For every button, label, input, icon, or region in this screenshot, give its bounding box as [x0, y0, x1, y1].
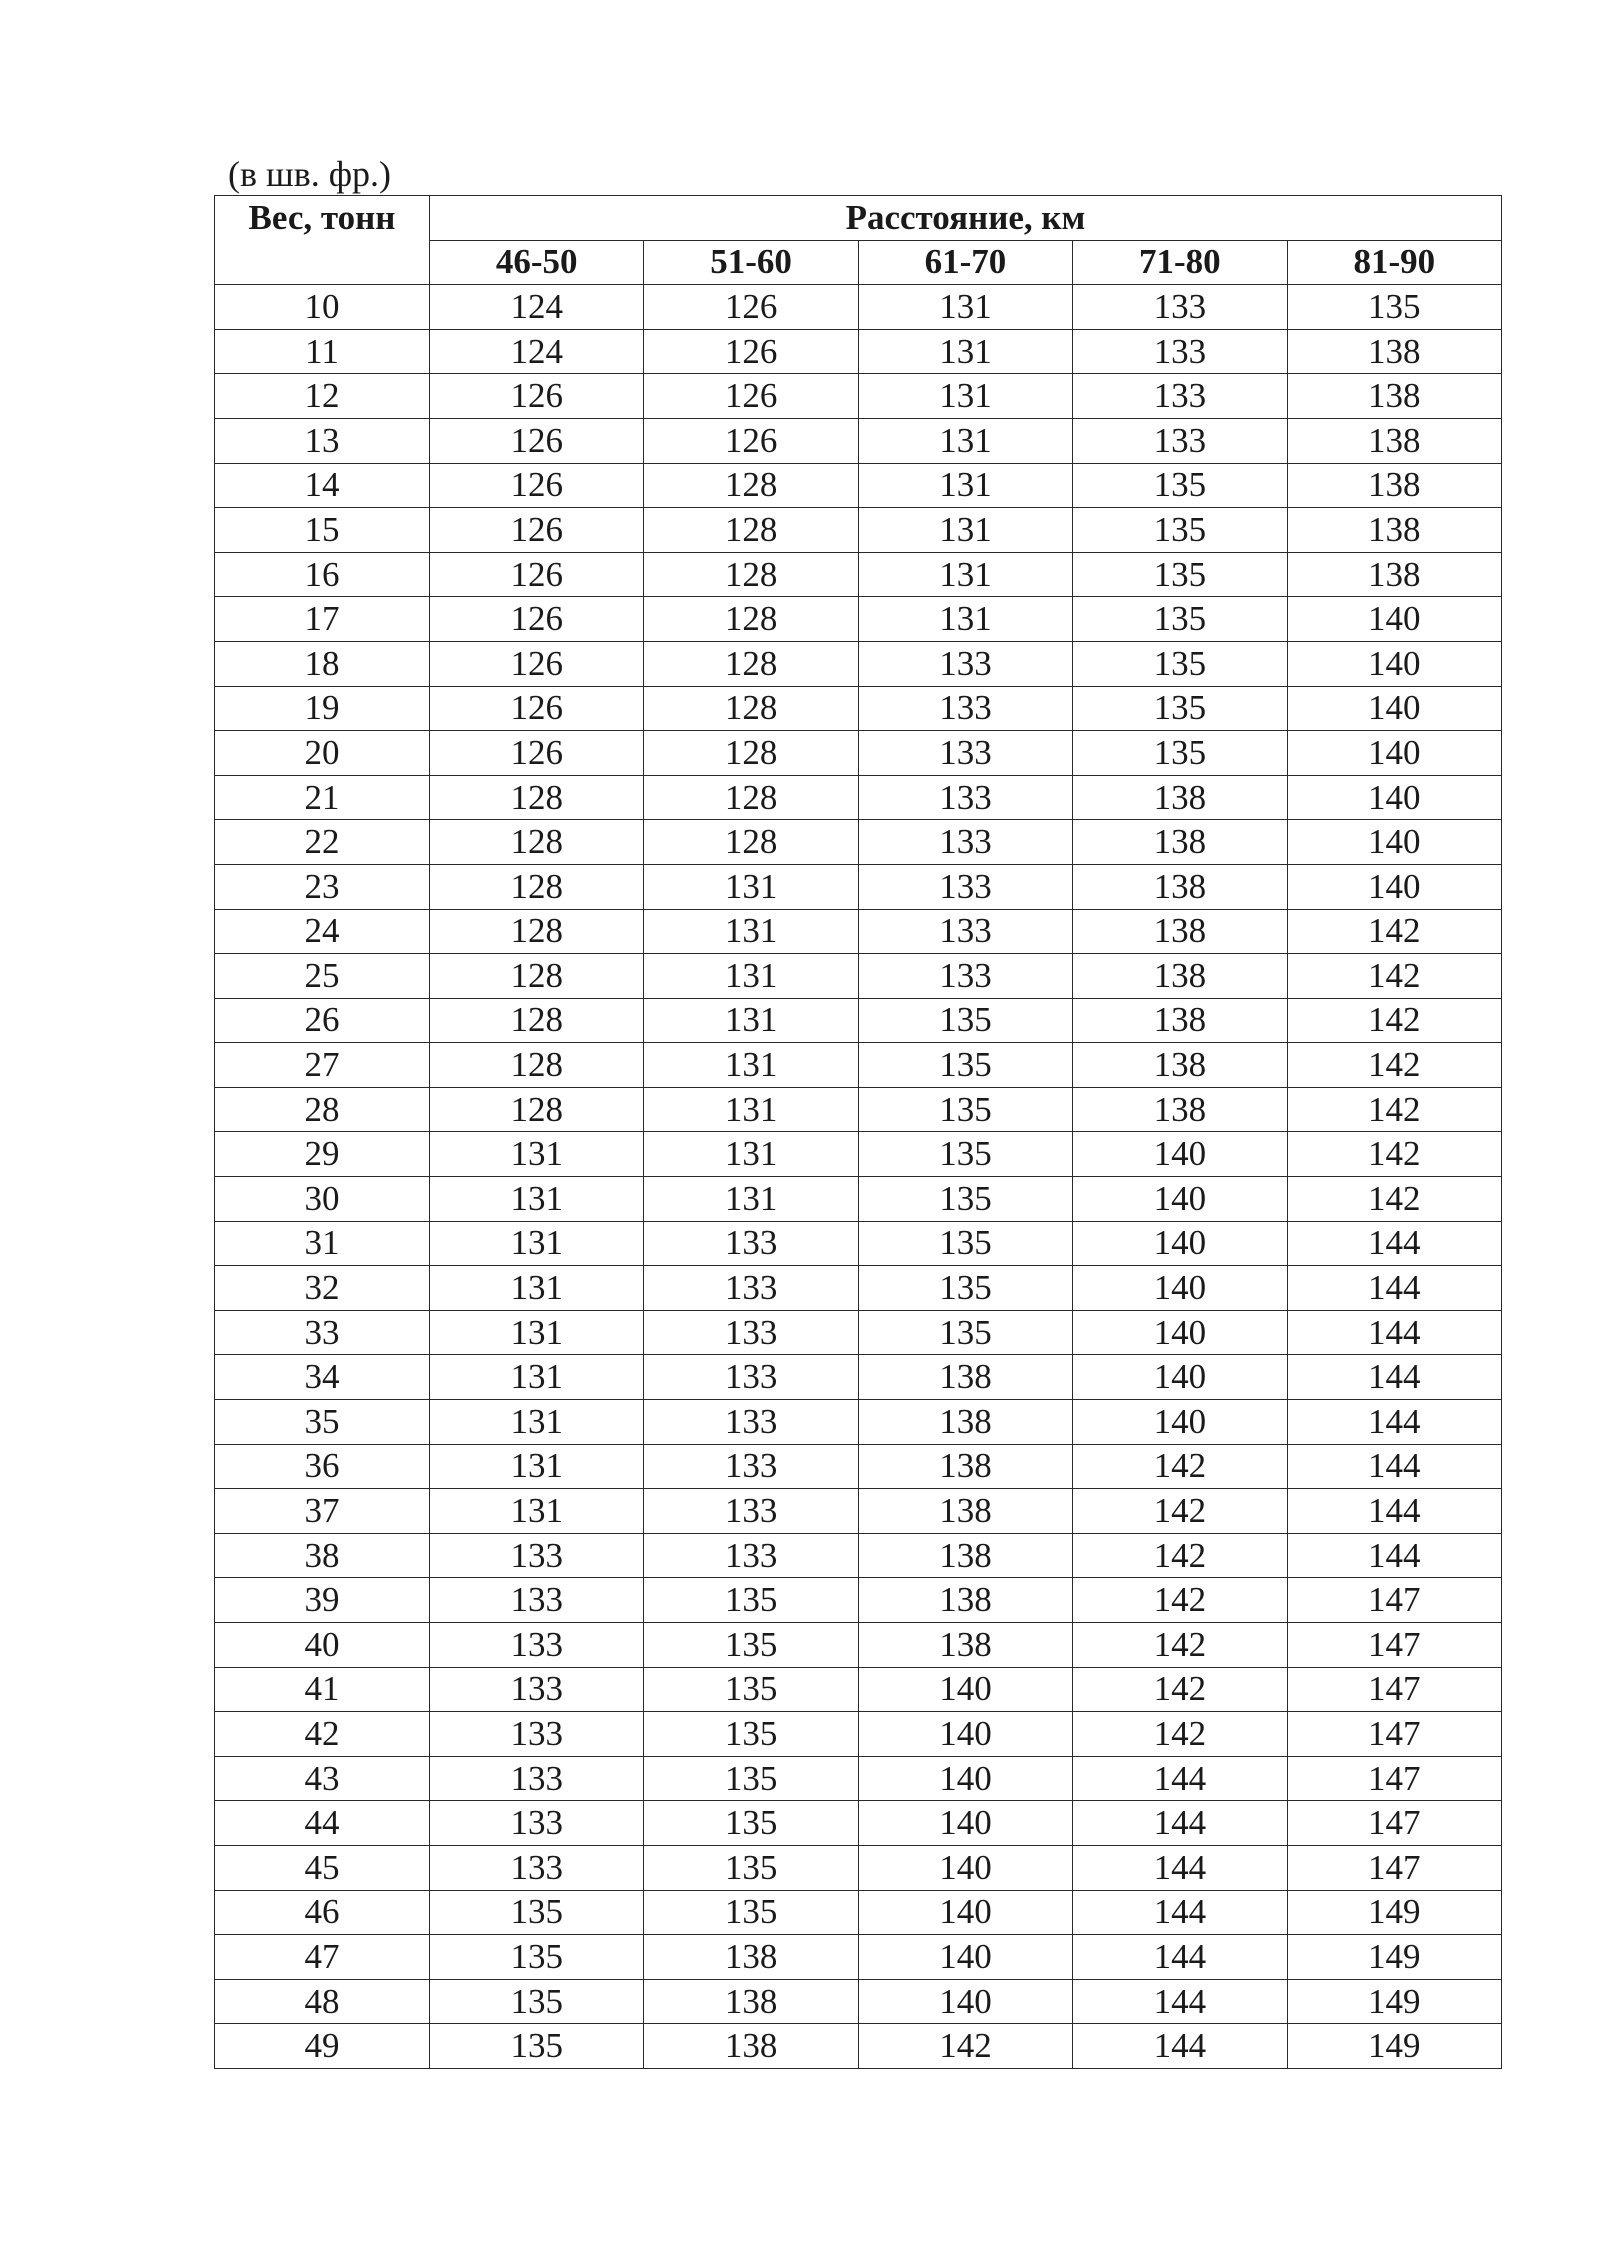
rate-cell: 140: [1073, 1310, 1287, 1355]
distance-range-header: 81-90: [1287, 240, 1501, 285]
rate-cell: 133: [858, 731, 1072, 776]
rate-cell: 142: [1073, 1533, 1287, 1578]
weight-cell: 27: [215, 1043, 430, 1088]
rate-cell: 131: [644, 1087, 858, 1132]
table-row: [215, 463, 1502, 508]
rate-cell: 133: [644, 1400, 858, 1445]
weight-cell: 48: [215, 1979, 430, 2024]
rate-cell: 138: [1073, 864, 1287, 909]
weight-cell: 26: [215, 998, 430, 1043]
weight-cell: 19: [215, 686, 430, 731]
rate-cell: 149: [1287, 1935, 1501, 1980]
rate-cell: 131: [644, 954, 858, 999]
distance-range-header: 71-80: [1073, 240, 1287, 285]
rate-cell: 133: [858, 954, 1072, 999]
rate-cell: 135: [1287, 285, 1501, 330]
rate-cell: 133: [430, 1801, 644, 1846]
rate-cell: 128: [644, 597, 858, 642]
table-row: [215, 1623, 1502, 1668]
table-row: [215, 820, 1502, 865]
table-row: [215, 1489, 1502, 1534]
weight-cell: 22: [215, 820, 430, 865]
rate-cell: 142: [1287, 1043, 1501, 1088]
rate-cell: 149: [1287, 1979, 1501, 2024]
rate-cell: 140: [858, 1979, 1072, 2024]
weight-cell: 40: [215, 1623, 430, 1668]
rate-cell: 128: [644, 552, 858, 597]
rate-cell: 124: [430, 329, 644, 374]
rate-cell: 138: [644, 1979, 858, 2024]
weight-cell: 20: [215, 731, 430, 776]
rate-cell: 138: [858, 1400, 1072, 1445]
rate-cell: 126: [430, 374, 644, 419]
rate-cell: 140: [1073, 1266, 1287, 1311]
rate-cell: 142: [1287, 1132, 1501, 1177]
rate-cell: 135: [430, 1979, 644, 2024]
weight-cell: 42: [215, 1712, 430, 1757]
table-row: [215, 686, 1502, 731]
rate-cell: 131: [430, 1132, 644, 1177]
table-row: [215, 508, 1502, 553]
rate-table: [214, 195, 1502, 2069]
header-row-top: [215, 196, 1502, 241]
weight-cell: 23: [215, 864, 430, 909]
table-row: [215, 1221, 1502, 1266]
rate-cell: 135: [430, 1890, 644, 1935]
rate-cell: 131: [858, 418, 1072, 463]
table-row: [215, 597, 1502, 642]
weight-cell: 15: [215, 508, 430, 553]
rate-cell: 131: [430, 1400, 644, 1445]
rate-cell: 133: [644, 1310, 858, 1355]
rate-cell: 140: [858, 1801, 1072, 1846]
table-row: [215, 374, 1502, 419]
rate-cell: 138: [1073, 954, 1287, 999]
distance-range-header: 61-70: [858, 240, 1072, 285]
rate-cell: 140: [858, 1756, 1072, 1801]
rate-cell: 147: [1287, 1667, 1501, 1712]
weight-cell: 41: [215, 1667, 430, 1712]
weight-cell: 21: [215, 775, 430, 820]
rate-cell: 131: [644, 909, 858, 954]
table-row: [215, 1043, 1502, 1088]
rate-cell: 135: [644, 1623, 858, 1668]
rate-cell: 140: [858, 1712, 1072, 1757]
rate-cell: 131: [858, 285, 1072, 330]
rate-cell: 131: [858, 597, 1072, 642]
rate-cell: 135: [644, 1578, 858, 1623]
rate-cell: 126: [644, 329, 858, 374]
rate-cell: 133: [1073, 329, 1287, 374]
rate-cell: 133: [644, 1444, 858, 1489]
rate-cell: 131: [430, 1489, 644, 1534]
rate-cell: 140: [858, 1667, 1072, 1712]
rate-cell: 133: [644, 1533, 858, 1578]
rate-cell: 131: [858, 329, 1072, 374]
rate-cell: 144: [1073, 1801, 1287, 1846]
rate-cell: 126: [430, 463, 644, 508]
rate-cell: 135: [858, 1266, 1072, 1311]
table-row: [215, 329, 1502, 374]
rate-cell: 138: [858, 1355, 1072, 1400]
rate-cell: 128: [430, 998, 644, 1043]
rate-cell: 126: [430, 641, 644, 686]
rate-cell: 144: [1073, 1979, 1287, 2024]
rate-cell: 149: [1287, 2024, 1501, 2069]
rate-cell: 128: [644, 731, 858, 776]
rate-cell: 138: [1073, 1087, 1287, 1132]
weight-cell: 33: [215, 1310, 430, 1355]
weight-cell: 28: [215, 1087, 430, 1132]
rate-cell: 140: [858, 1845, 1072, 1890]
rate-cell: 135: [644, 1756, 858, 1801]
rate-cell: 135: [644, 1890, 858, 1935]
rate-cell: 147: [1287, 1712, 1501, 1757]
table-row: [215, 418, 1502, 463]
rate-cell: 126: [430, 686, 644, 731]
rate-cell: 133: [430, 1623, 644, 1668]
rate-cell: 126: [644, 418, 858, 463]
weight-cell: 16: [215, 552, 430, 597]
table-row: [215, 552, 1502, 597]
rate-cell: 133: [644, 1221, 858, 1266]
rate-cell: 133: [858, 775, 1072, 820]
rate-cell: 142: [1287, 954, 1501, 999]
table-row: [215, 1979, 1502, 2024]
weight-cell: 47: [215, 1935, 430, 1980]
rate-cell: 135: [858, 1043, 1072, 1088]
rate-cell: 126: [644, 374, 858, 419]
rate-cell: 131: [430, 1310, 644, 1355]
rate-cell: 128: [430, 820, 644, 865]
rate-cell: 138: [1287, 552, 1501, 597]
rate-cell: 140: [1073, 1177, 1287, 1222]
rate-cell: 126: [644, 285, 858, 330]
rate-cell: 142: [1287, 909, 1501, 954]
weight-cell: 11: [215, 329, 430, 374]
table-row: [215, 1890, 1502, 1935]
rate-cell: 124: [430, 285, 644, 330]
rate-cell: 131: [858, 552, 1072, 597]
rate-cell: 133: [644, 1489, 858, 1534]
rate-cell: 138: [1287, 329, 1501, 374]
rate-cell: 131: [644, 1177, 858, 1222]
rate-cell: 144: [1073, 1935, 1287, 1980]
rate-cell: 144: [1073, 1756, 1287, 1801]
rate-cell: 138: [858, 1533, 1072, 1578]
weight-cell: 31: [215, 1221, 430, 1266]
rate-cell: 128: [644, 686, 858, 731]
rate-cell: 128: [430, 909, 644, 954]
rate-cell: 131: [644, 998, 858, 1043]
rate-cell: 135: [1073, 597, 1287, 642]
rate-cell: 126: [430, 508, 644, 553]
rate-cell: 126: [430, 731, 644, 776]
table-row: [215, 1444, 1502, 1489]
table-row: [215, 1177, 1502, 1222]
table-row: [215, 1266, 1502, 1311]
rate-cell: 140: [1073, 1355, 1287, 1400]
rate-cell: 140: [858, 1890, 1072, 1935]
table-row: [215, 1533, 1502, 1578]
rate-cell: 131: [858, 374, 1072, 419]
rate-cell: 128: [644, 463, 858, 508]
weight-cell: 37: [215, 1489, 430, 1534]
rate-cell: 135: [858, 998, 1072, 1043]
rate-cell: 135: [644, 1712, 858, 1757]
rate-cell: 144: [1073, 2024, 1287, 2069]
rate-cell: 138: [858, 1489, 1072, 1534]
rate-cell: 133: [1073, 418, 1287, 463]
rate-cell: 128: [430, 775, 644, 820]
rate-cell: 140: [1287, 864, 1501, 909]
weight-cell: 39: [215, 1578, 430, 1623]
rate-cell: 142: [1287, 1177, 1501, 1222]
rate-cell: 133: [858, 909, 1072, 954]
rate-cell: 138: [858, 1578, 1072, 1623]
rate-cell: 138: [1287, 508, 1501, 553]
rate-cell: 142: [858, 2024, 1072, 2069]
rate-cell: 142: [1073, 1623, 1287, 1668]
weight-cell: 44: [215, 1801, 430, 1846]
rate-cell: 144: [1287, 1266, 1501, 1311]
weight-cell: 34: [215, 1355, 430, 1400]
rate-cell: 133: [858, 686, 1072, 731]
rate-cell: 126: [430, 418, 644, 463]
weight-cell: 18: [215, 641, 430, 686]
table-row: [215, 641, 1502, 686]
table-row: [215, 1355, 1502, 1400]
table-row: [215, 1935, 1502, 1980]
rate-cell: 140: [1287, 686, 1501, 731]
rate-cell: 133: [1073, 374, 1287, 419]
rate-cell: 133: [858, 820, 1072, 865]
weight-cell: 13: [215, 418, 430, 463]
rate-cell: 128: [644, 508, 858, 553]
rate-cell: 138: [1287, 418, 1501, 463]
rate-cell: 138: [1073, 1043, 1287, 1088]
rate-cell: 142: [1073, 1667, 1287, 1712]
weight-cell: 25: [215, 954, 430, 999]
distance-range-header: 46-50: [430, 240, 644, 285]
rate-cell: 135: [858, 1177, 1072, 1222]
rate-cell: 144: [1287, 1221, 1501, 1266]
rate-cell: 138: [1287, 463, 1501, 508]
rate-cell: 131: [858, 508, 1072, 553]
weight-cell: 49: [215, 2024, 430, 2069]
currency-note: (в шв. фр.): [228, 154, 392, 194]
rate-cell: 133: [644, 1266, 858, 1311]
weight-cell: 17: [215, 597, 430, 642]
rate-cell: 142: [1287, 1087, 1501, 1132]
table-row: [215, 1310, 1502, 1355]
rate-cell: 138: [1287, 374, 1501, 419]
table-row: [215, 1578, 1502, 1623]
rate-cell: 128: [430, 954, 644, 999]
rate-cell: 133: [430, 1533, 644, 1578]
rate-cell: 135: [858, 1087, 1072, 1132]
rate-cell: 135: [644, 1801, 858, 1846]
rate-cell: 133: [430, 1667, 644, 1712]
rate-cell: 147: [1287, 1623, 1501, 1668]
rate-cell: 138: [858, 1444, 1072, 1489]
rate-cell: 144: [1287, 1400, 1501, 1445]
weight-cell: 45: [215, 1845, 430, 1890]
weight-column-header: Вес, тонн: [215, 196, 430, 285]
rate-cell: 140: [1073, 1132, 1287, 1177]
table-header: [215, 196, 1502, 285]
table-row: [215, 998, 1502, 1043]
rate-cell: 126: [430, 552, 644, 597]
rate-cell: 135: [858, 1310, 1072, 1355]
rate-cell: 135: [858, 1132, 1072, 1177]
table-row: [215, 1756, 1502, 1801]
rate-cell: 142: [1073, 1712, 1287, 1757]
rate-cell: 135: [1073, 686, 1287, 731]
rate-cell: 144: [1287, 1533, 1501, 1578]
rate-cell: 140: [1287, 731, 1501, 776]
rate-cell: 133: [430, 1712, 644, 1757]
rate-cell: 135: [1073, 731, 1287, 776]
rate-cell: 133: [430, 1845, 644, 1890]
rate-cell: 133: [430, 1756, 644, 1801]
rate-cell: 133: [858, 864, 1072, 909]
rate-cell: 149: [1287, 1890, 1501, 1935]
rate-cell: 131: [644, 1043, 858, 1088]
rate-cell: 133: [858, 641, 1072, 686]
rate-cell: 144: [1287, 1444, 1501, 1489]
rate-cell: 138: [644, 1935, 858, 1980]
rate-cell: 144: [1073, 1845, 1287, 1890]
rate-cell: 138: [858, 1623, 1072, 1668]
rate-cell: 128: [430, 1043, 644, 1088]
weight-cell: 43: [215, 1756, 430, 1801]
rate-cell: 135: [858, 1221, 1072, 1266]
rate-cell: 135: [1073, 463, 1287, 508]
rate-cell: 131: [430, 1355, 644, 1400]
weight-cell: 12: [215, 374, 430, 419]
table-row: [215, 1132, 1502, 1177]
table-row: [215, 2024, 1502, 2069]
table-row: [215, 1087, 1502, 1132]
table-body: [215, 285, 1502, 2069]
rate-cell: 138: [1073, 998, 1287, 1043]
rate-cell: 135: [1073, 641, 1287, 686]
rate-cell: 147: [1287, 1578, 1501, 1623]
weight-cell: 36: [215, 1444, 430, 1489]
rate-cell: 147: [1287, 1756, 1501, 1801]
weight-cell: 32: [215, 1266, 430, 1311]
rate-cell: 135: [430, 1935, 644, 1980]
distance-range-header: 51-60: [644, 240, 858, 285]
table-row: [215, 864, 1502, 909]
rate-cell: 126: [430, 597, 644, 642]
rate-cell: 133: [430, 1578, 644, 1623]
table-row: [215, 775, 1502, 820]
rate-cell: 133: [644, 1355, 858, 1400]
weight-cell: 24: [215, 909, 430, 954]
table-row: [215, 1845, 1502, 1890]
weight-cell: 30: [215, 1177, 430, 1222]
weight-cell: 10: [215, 285, 430, 330]
rate-cell: 128: [430, 1087, 644, 1132]
distance-column-header: Расстояние, км: [430, 196, 1502, 241]
weight-cell: 38: [215, 1533, 430, 1578]
rate-cell: 147: [1287, 1801, 1501, 1846]
table-row: [215, 1712, 1502, 1757]
rate-cell: 138: [1073, 820, 1287, 865]
rate-cell: 131: [858, 463, 1072, 508]
weight-cell: 46: [215, 1890, 430, 1935]
weight-cell: 14: [215, 463, 430, 508]
rate-cell: 135: [430, 2024, 644, 2069]
table-row: [215, 954, 1502, 999]
table-row: [215, 909, 1502, 954]
rate-cell: 128: [430, 864, 644, 909]
rate-cell: 140: [1287, 597, 1501, 642]
rate-cell: 140: [1287, 820, 1501, 865]
rate-cell: 131: [430, 1177, 644, 1222]
rate-cell: 133: [1073, 285, 1287, 330]
rate-cell: 131: [430, 1444, 644, 1489]
rate-cell: 142: [1073, 1578, 1287, 1623]
rate-cell: 140: [858, 1935, 1072, 1980]
rate-cell: 140: [1073, 1221, 1287, 1266]
table-row: [215, 1400, 1502, 1445]
rate-cell: 131: [644, 864, 858, 909]
rate-cell: 144: [1287, 1489, 1501, 1534]
table-row: [215, 1801, 1502, 1846]
rate-cell: 147: [1287, 1845, 1501, 1890]
table-row: [215, 1667, 1502, 1712]
rate-cell: 142: [1073, 1489, 1287, 1534]
rate-cell: 142: [1073, 1444, 1287, 1489]
rate-cell: 135: [644, 1845, 858, 1890]
rate-cell: 138: [644, 2024, 858, 2069]
rate-cell: 135: [1073, 552, 1287, 597]
rate-cell: 144: [1287, 1355, 1501, 1400]
rate-cell: 131: [644, 1132, 858, 1177]
rate-cell: 142: [1287, 998, 1501, 1043]
rate-cell: 144: [1287, 1310, 1501, 1355]
table-row: [215, 731, 1502, 776]
rate-cell: 128: [644, 641, 858, 686]
rate-cell: 140: [1073, 1400, 1287, 1445]
weight-cell: 35: [215, 1400, 430, 1445]
weight-cell: 29: [215, 1132, 430, 1177]
rate-cell: 128: [644, 775, 858, 820]
rate-cell: 131: [430, 1266, 644, 1311]
rate-cell: 138: [1073, 775, 1287, 820]
rate-cell: 144: [1073, 1890, 1287, 1935]
rate-cell: 138: [1073, 909, 1287, 954]
rate-cell: 135: [644, 1667, 858, 1712]
rate-cell: 140: [1287, 641, 1501, 686]
rate-cell: 135: [1073, 508, 1287, 553]
rate-cell: 131: [430, 1221, 644, 1266]
table-row: [215, 285, 1502, 330]
rate-cell: 140: [1287, 775, 1501, 820]
rate-cell: 128: [644, 820, 858, 865]
